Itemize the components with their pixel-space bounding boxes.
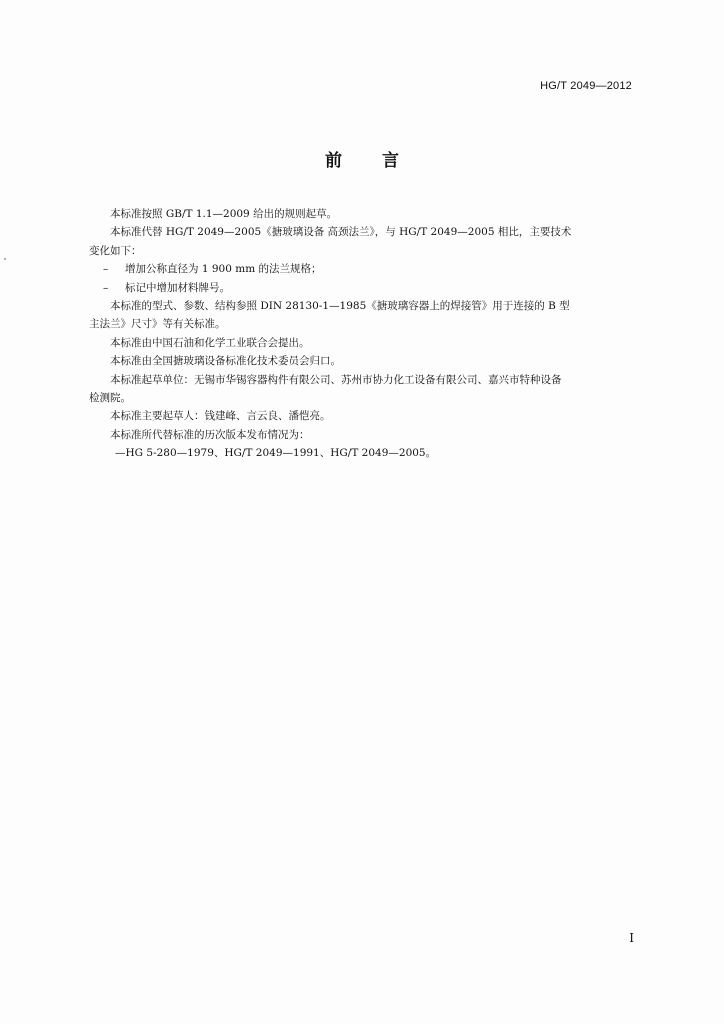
scan-speck — [4, 258, 6, 260]
list-item — [89, 279, 634, 297]
list-item-text: 增加公称直径为 1 900 mm 的法兰规格； — [125, 263, 322, 276]
paragraph: 本标准代替 HG/T 2049—2005《搪玻璃设备 高颈法兰》，与 HG/T 2049—2005 相比，主要技术 — [110, 226, 572, 239]
page-title — [0, 146, 724, 171]
paragraph: 本标准由中国石油和化学工业联合会提出。 — [110, 336, 310, 349]
paragraph-continuation: 检测院。 — [89, 392, 131, 405]
preface-body — [89, 205, 634, 463]
list-dash: – — [103, 281, 109, 294]
paragraph: 本标准起草单位：无锡市华锡容器构件有限公司、苏州市协力化工设备有限公司、嘉兴市特种设备 — [110, 373, 562, 386]
paragraph: 本标准按照 GB/T 1.1—2009 给出的规则起草。 — [110, 208, 338, 220]
paragraph: 本标准所代替标准的历次版本发布情况为： — [110, 428, 310, 441]
paragraph-continuation: 变化如下： — [89, 244, 142, 257]
history-list: —HG 5-280—1979、HG/T 2049—1991、HG/T 2049—2005。 — [115, 447, 437, 460]
list-item-text: 标记中增加材料牌号。 — [125, 281, 230, 294]
page-number: I — [629, 931, 634, 945]
list-item — [89, 260, 634, 278]
paragraph: 本标准主要起草人：钱建峰、言云良、潘恺亮。 — [110, 410, 331, 423]
title-part-1: 前 — [325, 151, 342, 171]
list-dash: – — [103, 263, 109, 276]
standard-code: HG/T 2049—2012 — [540, 80, 632, 92]
title-part-2: 言 — [382, 151, 399, 171]
paragraph: 本标准的型式、参数、结构参照 DIN 28130-1—1985《搪玻璃容器上的焊接管》用于连接的 B 型 — [110, 300, 570, 313]
paragraph: 本标准由全国搪玻璃设备标准化技术委员会归口。 — [110, 355, 341, 368]
paragraph-continuation: 主法兰》尺寸》等有关标准。 — [89, 318, 226, 331]
